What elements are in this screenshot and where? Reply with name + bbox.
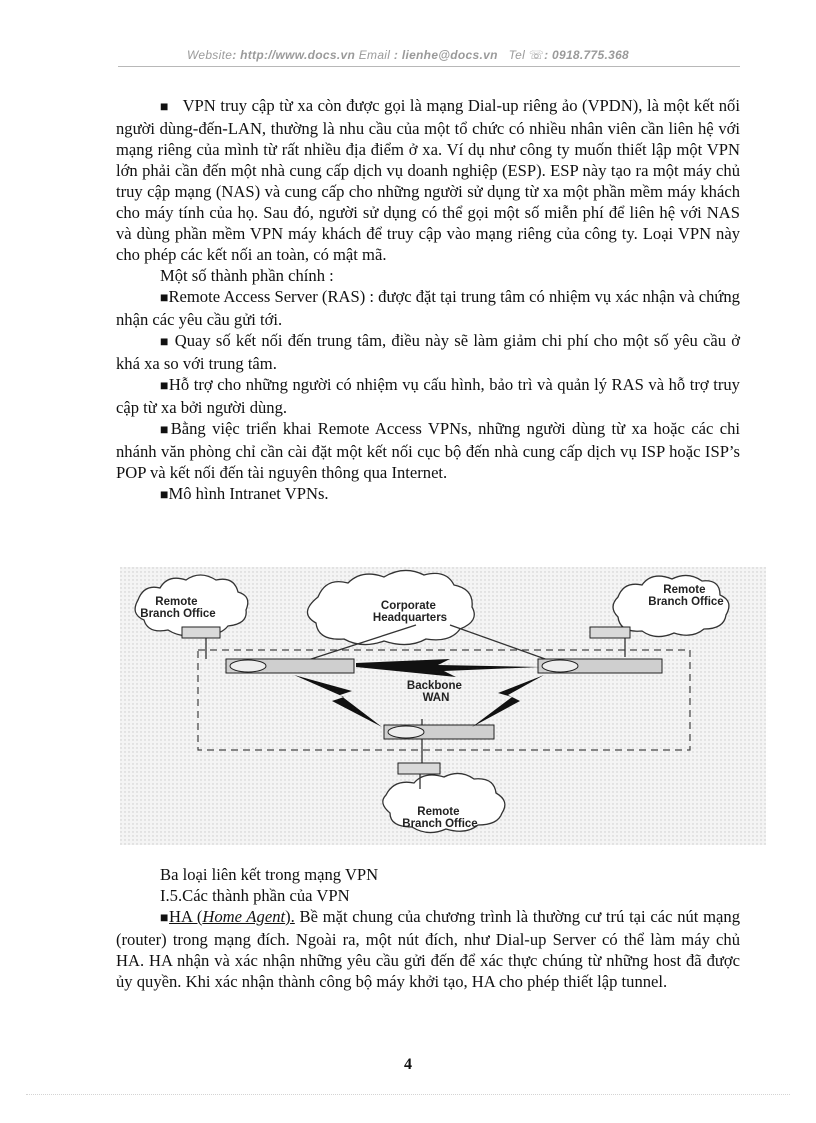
bullet-square-icon: ■ — [160, 488, 169, 503]
label-backbone: Backbone WAN — [406, 680, 462, 704]
tel-label: Tel — [508, 48, 526, 62]
router-icon — [230, 660, 266, 672]
email-label: Email — [358, 48, 391, 62]
bullet-square-icon: ■ — [160, 335, 170, 350]
email-value: lienhe@docs.vn — [401, 48, 498, 62]
paragraph-deploy: ■Bằng việc triển khai Remote Access VPNs, những người dùng từ xa hoặc các chi nhánh văn phòng chỉ cần cài đặt một kết nối cục bộ đến nhà cung cấp dịch vụ ISP hoặc ISP’s POP và kết nối đến tài nguyên thông qua Internet. — [116, 419, 740, 482]
bullet-square-icon: ■ — [160, 100, 169, 115]
paragraph-home-agent: ■HA (Home Agent). Bề mặt chung của chương trình là thường cư trú tại các nút mạng (router) trong mạng đích. Ngoài ra, một nút đích, như Dial-up Server có thể làm máy chủ HA. HA nhận và xác nhận những yêu cầu gửi đến để xác thực chúng từ những host đã được ủy quyền. Khi xác nhận thành công bộ máy khởi tạo, HA cho phép thiết lập tunnel. — [116, 907, 740, 991]
remote-router-left — [182, 627, 220, 638]
footer-divider — [26, 1094, 790, 1095]
website-value: http://www.docs.vn — [240, 48, 356, 62]
diagram-caption: Ba loại liên kết trong mạng VPN — [160, 865, 379, 884]
paragraph-ras: ■Remote Access Server (RAS) : được đặt tại trung tâm có nhiệm vụ xác nhận và chứng nhận các yêu cầu gửi tới. — [116, 287, 740, 329]
label-remote-right: Remote Branch Office — [648, 584, 724, 608]
router-right — [538, 659, 662, 673]
phone-icon: ☏ — [528, 48, 545, 62]
remote-router-right — [590, 627, 630, 638]
bullet-square-icon: ■ — [160, 911, 170, 926]
bullet-square-icon: ■ — [160, 379, 169, 394]
label-remote-left: Remote Branch Office — [140, 596, 216, 620]
intranet-vpn-diagram — [120, 567, 766, 845]
main-text — [116, 95, 740, 506]
router-icon — [542, 660, 578, 672]
paragraph-remote-access: ■ VPN truy cập từ xa còn được gọi là mạng Dial-up riêng ảo (VPDN), là một kết nối người dùng-đến-LAN, thường là nhu cầu của một tổ chức có nhiều nhân viên cần liên hệ với mạng riêng của mình từ rất nhiều địa điểm ở xa. Ví dụ như công ty muốn thiết lập một VPN lớn phải cần đến một nhà cung cấp dịch vụ doanh nghiệp (ESP). ESP này tạo ra một máy chủ truy cập mạng (NAS) và cung cấp cho những người sử dụng từ xa một phần mềm máy khách cho máy tính của họ. Sau đó, người sử dụng có thể gọi một số miễn phí để liên hệ với NAS và dùng phần mềm VPN máy khách để truy cập vào mạng riêng của công ty. Loại VPN này cho phép các kết nối an toàn, có mật mã. — [116, 96, 740, 264]
page-number: 4 — [404, 1056, 412, 1073]
page-header: Website: http://www.docs.vn Email : lienhe@docs.vn Tel ☏: 0918.775.368 — [186, 48, 630, 62]
label-remote-bottom: Remote Branch Office — [402, 806, 478, 830]
ha-term: HA (Home Agent). — [169, 907, 295, 926]
router-icon — [388, 726, 424, 738]
router-left — [226, 659, 354, 673]
paragraph-intranet: ■Mô hình Intranet VPNs. — [160, 484, 329, 503]
router-bottom — [384, 725, 494, 739]
bullet-square-icon: ■ — [160, 423, 171, 438]
label-headquarters: Corporate Headquarters — [372, 600, 448, 624]
website-label: Website — [186, 48, 233, 62]
remote-router-bottom — [398, 763, 440, 774]
after-diagram-text — [116, 864, 740, 992]
bullet-square-icon: ■ — [160, 291, 169, 306]
paragraph-components-intro: Một số thành phần chính : — [160, 266, 334, 285]
section-heading: I.5.Các thành phần của VPN — [160, 886, 350, 905]
tel-value: 0918.775.368 — [552, 48, 630, 62]
paragraph-support: ■Hỗ trợ cho những người có nhiệm vụ cấu hình, bảo trì và quản lý RAS và hỗ trợ truy cập từ xa bởi người dùng. — [116, 375, 740, 417]
header-divider — [118, 66, 740, 67]
paragraph-dial: ■ Quay số kết nối đến trung tâm, điều này sẽ làm giảm chi phí cho một số yêu cầu ở khá xa so với trung tâm. — [116, 331, 740, 373]
